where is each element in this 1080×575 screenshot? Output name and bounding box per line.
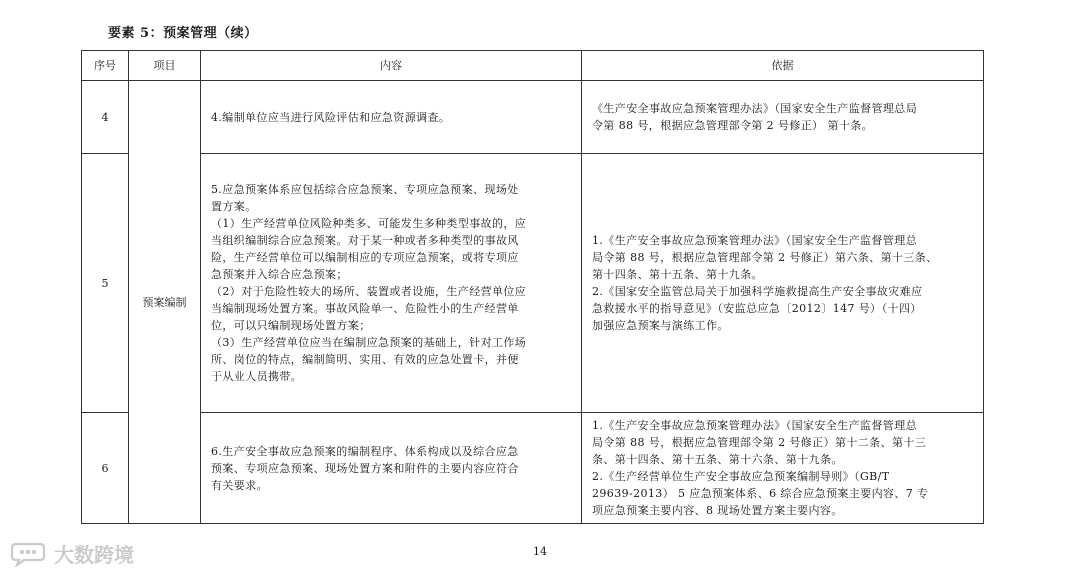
content-cell xyxy=(201,81,582,154)
basis-line: 29639-2013） 5 应急预案体系、6 综合应急预案主要内容、7 专 xyxy=(592,487,929,500)
requirements-table xyxy=(81,50,984,524)
basis-cell xyxy=(582,154,984,413)
basis-line: 急救援水平的指导意见》（安监总应急〔2012〕147 号）（十四） xyxy=(592,302,922,315)
basis-line: 第十四条、第十五条、第十九条。 xyxy=(592,268,763,281)
header-content: 内容 xyxy=(201,51,582,81)
content-cell xyxy=(201,154,582,413)
content-line: 4.编制单位应当进行风险评估和应急资源调查。 xyxy=(211,110,451,124)
content-line: 险，生产经营单位可以编制相应的专项应急预案，或将专项应 xyxy=(211,251,519,264)
content-line: （1）生产经营单位风险种类多、可能发生多种类型事故的，应 xyxy=(211,217,527,230)
basis-line: 2.《国家安全监管总局关于加强科学施救提高生产安全事故灾难应 xyxy=(592,285,923,298)
header-basis: 依据 xyxy=(582,51,984,81)
table-row xyxy=(82,413,984,524)
basis-line: 1.《生产安全事故应急预案管理办法》（国家安全生产监督管理总 xyxy=(592,419,917,432)
section-title: 要素 5：预案管理（续） xyxy=(108,26,258,41)
content-line: 所、岗位的特点，编制简明、实用、有效的应急处置卡，并便 xyxy=(211,353,519,366)
item-cell xyxy=(129,81,201,524)
header-num: 序号 xyxy=(82,51,129,81)
basis-line: 局令第 88 号，根据应急管理部令第 2 号修正）第十二条、第十三 xyxy=(592,436,927,449)
content-line: 5.应急预案体系应包括综合应急预案、专项应急预案、现场处 xyxy=(211,183,519,196)
table-row xyxy=(82,154,984,413)
basis-line: 《生产安全事故应急预案管理办法》（国家安全生产监督管理总局 xyxy=(592,102,918,115)
basis-line: 加强应急预案与演练工作。 xyxy=(592,319,729,332)
basis-line: 1.《生产安全事故应急预案管理办法》（国家安全生产监督管理总 xyxy=(592,234,917,247)
content-cell xyxy=(201,413,582,524)
content-line: 当组织编制综合应急预案。对于某一种或者多种类型的事故风 xyxy=(211,234,519,247)
basis-line: 条、第十四条、第十五条、第十六条、第十九条。 xyxy=(592,453,843,466)
row-num: 4 xyxy=(82,81,129,154)
content-line: 当编制现场处置方案。事故风险单一、危险性小的生产经营单 xyxy=(211,302,519,315)
chat-bubble-logo-icon xyxy=(10,541,50,567)
content-line: 位，可以只编制现场处置方案； xyxy=(211,319,371,332)
row-num: 6 xyxy=(82,413,129,524)
content-line: 6.生产安全事故应急预案的编制程序、体系构成以及综合应急 xyxy=(211,444,519,458)
basis-line: 2.《生产经营单位生产安全事故应急预案编制导则》（GB/T xyxy=(592,470,890,483)
content-line: 有关要求。 xyxy=(211,478,268,492)
content-line: （3）生产经营单位应当在编制应急预案的基础上，针对工作场 xyxy=(211,336,527,349)
content-line: 预案、专项应急预案、现场处置方案和附件的主要内容应符合 xyxy=(211,461,519,475)
basis-cell xyxy=(582,413,984,524)
header-item: 项目 xyxy=(129,51,201,81)
row-num: 5 xyxy=(82,154,129,413)
table-header-row xyxy=(82,51,984,81)
content-line: （2）对于危险性较大的场所、装置或者设施，生产经营单位应 xyxy=(211,285,527,298)
watermark xyxy=(10,539,134,568)
basis-cell xyxy=(582,81,984,154)
content-line: 于从业人员携带。 xyxy=(211,370,303,383)
basis-line: 令第 88 号，根据应急管理部令第 2 号修正） 第十条。 xyxy=(592,119,874,132)
content-line: 置方案。 xyxy=(211,200,257,213)
content-line: 急预案并入综合应急预案； xyxy=(211,268,348,281)
item-label: 预案编制 xyxy=(142,295,187,309)
basis-line: 项应急预案主要内容、8 现场处置方案主要内容。 xyxy=(592,504,843,517)
watermark-text: 大数跨境 xyxy=(54,543,134,567)
basis-line: 局令第 88 号，根据应急管理部令第 2 号修正）第六条、第十三条、 xyxy=(592,251,938,264)
table-row xyxy=(82,81,984,154)
page-number: 14 xyxy=(533,545,547,558)
